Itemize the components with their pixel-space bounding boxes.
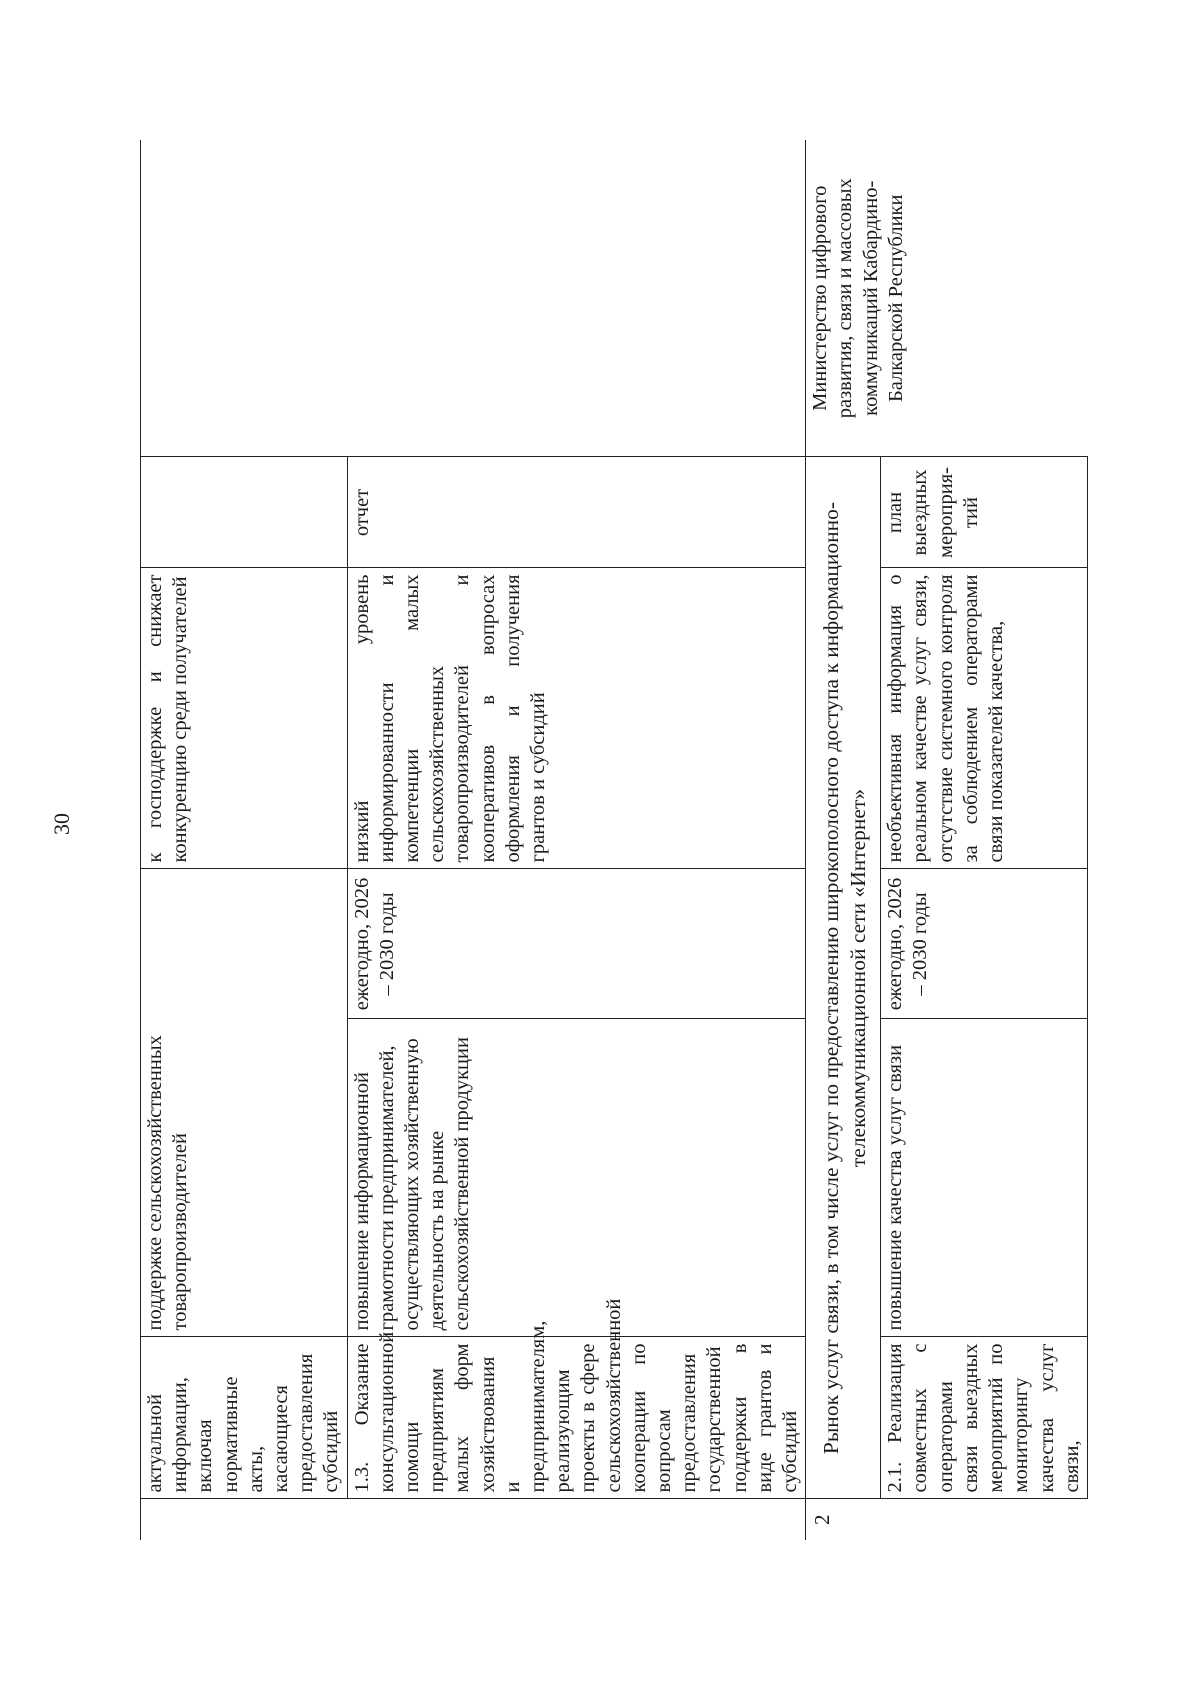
page-number: 30 bbox=[49, 813, 74, 835]
section-number: 2 bbox=[806, 1499, 1088, 1540]
executor-cell bbox=[141, 140, 806, 457]
result-cell: отчет bbox=[347, 457, 806, 568]
goal-cell: повышение качества услуг связи bbox=[881, 1019, 1088, 1337]
table-row bbox=[141, 140, 348, 1540]
result-cell: план выездных мероприя-тий bbox=[881, 457, 1088, 568]
problem-cell: низкий уровень информированности и компетенции малых сельскохозяйственных товаропроизводителей и кооперативов в вопросах оформления и получения грантов и субсидий bbox=[347, 568, 806, 869]
section-executor: Министерство цифрового развития, связи и массовых коммуникаций Кабардино-Балкарской Республики bbox=[806, 140, 1088, 457]
section-title: Рынок услуг связи, в том числе услуг по предоставлению широкополосного доступа к информационно-телекоммуникационной сети «Интернет» bbox=[806, 457, 881, 1499]
event-cell: актуальной информации, включая нормативные акты, касающиеся предоставления субсидий bbox=[141, 1337, 348, 1499]
term-cell: ежегодно, 2026 – 2030 годы bbox=[347, 869, 806, 1019]
section-row bbox=[806, 140, 881, 1540]
problem-cell: к господдержке и снижает конкуренцию среди получателей bbox=[141, 568, 348, 869]
event-cell: 1.3. Оказание консультационной помощи предприятиям малых форм хозяйствования и предпринимателям, реализующим проекты в сфере сельскохозяйственной кооперации по вопросам предоставления государственной поддержки в виде грантов и субсидий bbox=[347, 1337, 806, 1499]
term-cell: ежегодно, 2026 – 2030 годы bbox=[881, 869, 1088, 1019]
event-cell: 2.1. Реализация совместных с операторами связи выездных мероприятий по мониторингу качества услуг связи, bbox=[881, 1337, 1088, 1499]
num-cell bbox=[141, 1499, 348, 1540]
rotated-table-container bbox=[140, 140, 1083, 1540]
result-cell bbox=[141, 457, 348, 568]
measures-table bbox=[140, 140, 1088, 1540]
term-cell bbox=[141, 869, 348, 1019]
goal-cell: повышение информационной грамотности предпринимателей, осуществляющих хозяйственную деятельность на рынке сельскохозяйственной продукции bbox=[347, 1019, 806, 1337]
goal-cell: поддержке сельскохозяйственных товаропроизводителей bbox=[141, 1019, 348, 1337]
num-cell bbox=[347, 1499, 806, 1540]
problem-cell: необъективная информация о реальном качестве услуг связи, отсутствие системного контроля за соблюдением операторами связи показателей качества, bbox=[881, 568, 1088, 869]
